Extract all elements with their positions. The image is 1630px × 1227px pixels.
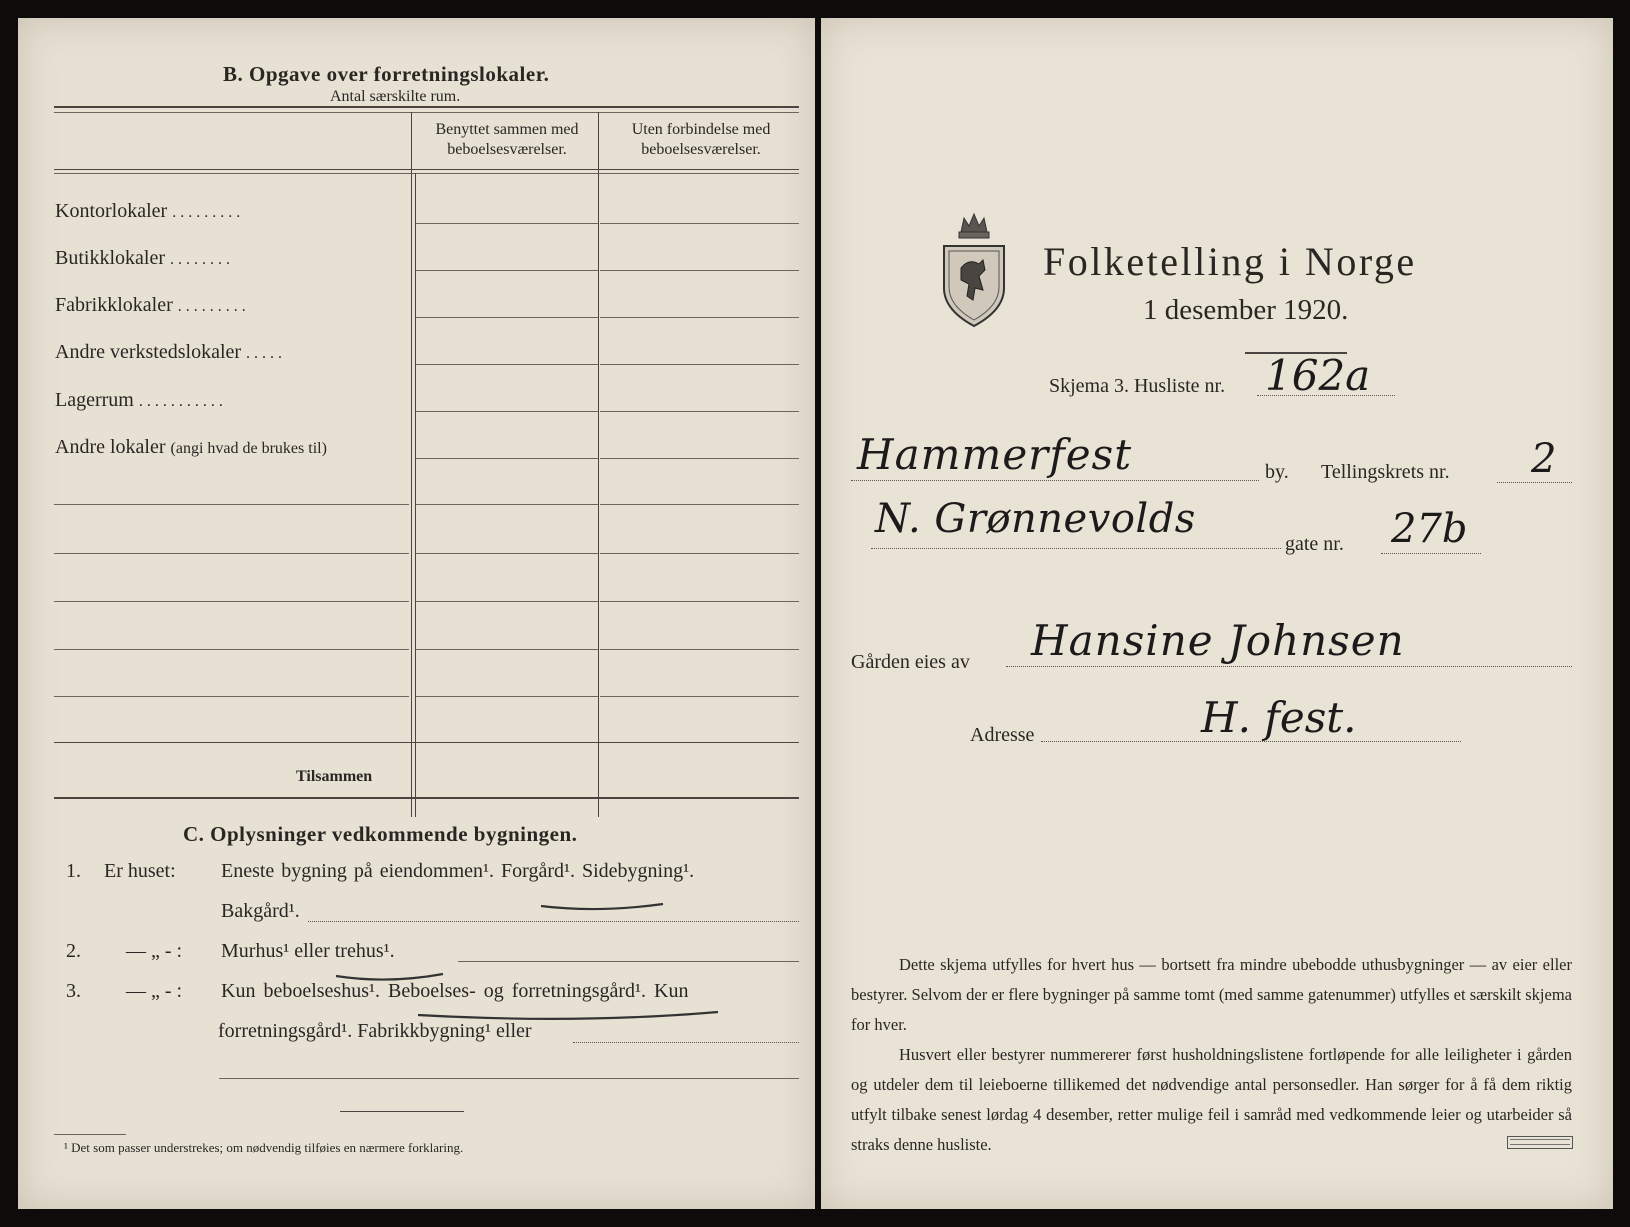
q2-lead: — „ - :: [126, 940, 183, 962]
section-b-subtitle: Antal særskilte rum.: [330, 88, 461, 105]
schema-label: Skjema 3. Husliste nr.: [1049, 375, 1226, 397]
q3-text: Kun beboelseshus¹. Beboelses- og forretningsgård¹. Kun: [221, 980, 689, 1002]
left-page: [18, 18, 815, 1209]
q2-number: 2.: [66, 940, 81, 962]
end-rule: [340, 1111, 464, 1112]
tellingskrets-value: 2: [1531, 436, 1557, 482]
q2-text: Murhus¹ eller trehus¹.: [221, 940, 395, 962]
address-label: Adresse: [970, 724, 1035, 746]
street-number: 27b: [1391, 506, 1468, 552]
street-value: N. Grønnevolds: [875, 496, 1196, 542]
q3-number: 3.: [66, 980, 81, 1002]
row-label-fabrikk: Fabrikklokaler . . . . . . . . .: [55, 294, 246, 316]
q1-text-2: Bakgård¹.: [221, 900, 300, 922]
row-label-butikk: Butikklokaler . . . . . . . .: [55, 247, 230, 269]
q1-number: 1.: [66, 860, 81, 882]
row-label-verksted: Andre verkstedslokaler . . . . .: [55, 341, 283, 363]
owner-value: Hansine Johnsen: [1031, 616, 1405, 665]
footnote: ¹ Det som passer understrekes; om nødvendig tilføies en nærmere forklaring.: [64, 1140, 464, 1155]
underline-trehus: [336, 974, 443, 980]
coat-of-arms-icon: [939, 210, 1009, 328]
section-c-title: C. Oplysninger vedkommende bygningen.: [183, 822, 578, 846]
row-label-andre: Andre lokaler (angi hvad de brukes til): [55, 436, 327, 458]
main-title: Folketelling i Norge: [1043, 239, 1417, 284]
underline-beboelses: [418, 1012, 718, 1019]
tellingskrets-label: Tellingskrets nr.: [1321, 461, 1450, 483]
pencil-underlines: [18, 18, 815, 1209]
underline-forgard: [541, 904, 663, 909]
street-label: gate nr.: [1285, 533, 1344, 555]
census-date: 1 desember 1920.: [1143, 294, 1349, 326]
section-b-title: B. Opgave over forretningslokaler.: [223, 62, 550, 86]
q3-text-2: forretningsgård¹. Fabrikkbygning¹ eller: [218, 1020, 532, 1042]
printer-stamp: [1507, 1136, 1573, 1149]
instructions-paragraph-2: Husvert eller bestyrer nummererer først husholdningslistene fortløpende for alle leiligheter i gården og utdeler dem til leieboerne tillikemed det nødvendige antal personsedler. Han sørger for å få dem riktig utfylt tilbake senest lørdag 4 desember, retter mulige feil i samråd med vedkommende leier og utarbeider så straks denne husliste.: [851, 1045, 1572, 1154]
col2-header: Uten forbindelse med beboelsesværelser.: [631, 121, 771, 158]
city-line: [851, 480, 1259, 481]
owner-line: [1006, 666, 1572, 667]
street-number-line: [1381, 553, 1481, 554]
col1-header: Benyttet sammen med beboelsesværelser.: [435, 121, 579, 158]
row-label-kontor: Kontorlokaler . . . . . . . . .: [55, 200, 241, 222]
husliste-number: 162a: [1265, 351, 1371, 400]
owner-label: Gården eies av: [851, 651, 970, 673]
total-label: Tilsammen: [296, 768, 373, 785]
address-value: H. fest.: [1201, 693, 1357, 742]
city-value: Hammerfest: [857, 430, 1133, 479]
tellingskrets-line: [1497, 482, 1572, 483]
footnote-rule: [54, 1134, 126, 1135]
q1-lead: Er huset:: [104, 860, 176, 882]
city-label: by.: [1265, 461, 1289, 483]
q1-text: Eneste bygning på eiendommen¹. Forgård¹. Sidebygning¹.: [221, 860, 695, 882]
q3-lead: — „ - :: [126, 980, 183, 1002]
street-line: [871, 548, 1281, 549]
right-page: [821, 18, 1613, 1209]
row-label-lager: Lagerrum . . . . . . . . . . .: [55, 389, 223, 411]
instructions-paragraph-1: Dette skjema utfylles for hvert hus — bortsett fra mindre ubebodde uthusbygninger — av eier eller bestyrer. Selvom der er flere bygninger på samme tomt (med samme gatenummer) utfylles et særskilt skjema for hver.: [851, 955, 1572, 1034]
